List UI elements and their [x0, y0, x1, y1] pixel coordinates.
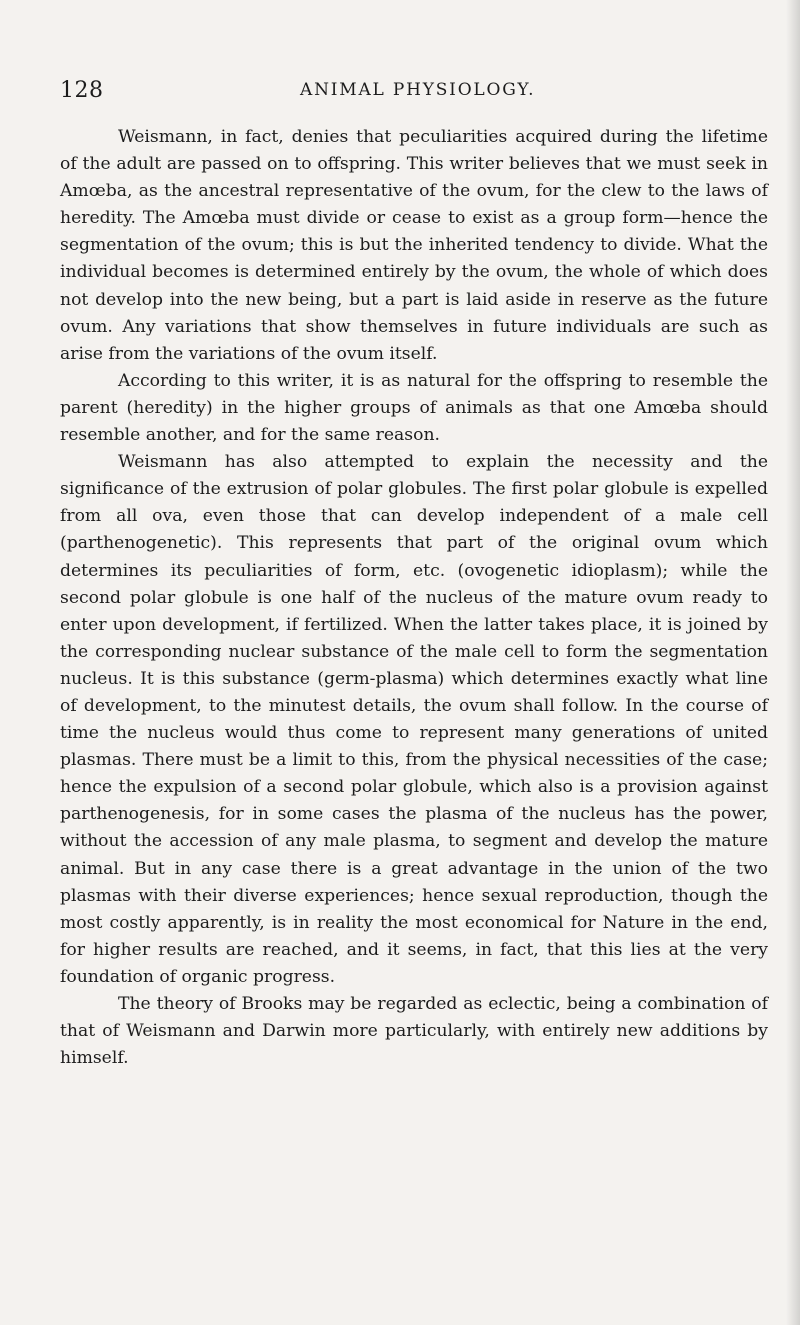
page-edge-shadow [786, 0, 800, 1325]
page-number: 128 [60, 78, 104, 103]
paragraph-brooks-theory: The theory of Brooks may be regarded as eclectic, being a combination of that of Weismann and Darwin more particularly, with entirely new additions by himself. [60, 994, 768, 1069]
running-title: ANIMAL PHYSIOLOGY. [300, 80, 536, 100]
paragraph-polar-globules: Weismann has also attempted to explain the necessity and the significance of the extrusion of polar globules. The first polar globule is expelled from all ova, even those that can develop independent of a male cell (parthenogenetic). This represents that part of the original ovum which determines its peculiarities of form, etc. (ovogenetic idioplasm); while the second polar globule is one half of the nucleus of the mature ovum ready to enter upon development, if fertilized. When the latter takes place, it is joined by the corresponding nuclear substance of the male cell to form the segmentation nucleus. It is this substance (germ-plasma) which determines exactly what line of development, to the minutest details, the ovum shall follow. In the course of time the nucleus would thus come to represent many generations of united plasmas. There must be a limit to this, from the physical necessities of the case; hence the expulsion of a second polar globule, which also is a provision against parthenogenesis, for in some cases the plasma of the nucleus has the power, without the accession of any male plasma, to segment and develop the mature animal. But in any case there is a great advantage in the union of the two plasmas with their diverse experiences; hence sexual reproduction, though the most costly apparently, is in reality the most economical for Nature in the end, for higher results are reached, and it seems, in fact, that this lies at the very foundation of organic progress. [60, 452, 768, 987]
paragraph-weismann-heredity: Weismann, in fact, denies that peculiarities acquired during the lifetime of the adult are passed on to offspring. This writer believes that we must seek in Amœba, as the ancestral representative of the ovum, for the clew to the laws of heredity. The Amœba must divide or cease to exist as a group form—hence the segmentation of the ovum; this is but the inherited tendency to divide. What the individual becomes is determined entirely by the ovum, the whole of which does not develop into the new being, but a part is laid aside in reserve as the future ovum. Any variations that show themselves in future individuals are such as arise from the variations of the ovum itself. [60, 127, 768, 364]
body-text [60, 124, 768, 1072]
paragraph-resemblance: According to this writer, it is as natural for the offspring to resemble the parent (heredity) in the higher groups of animals as that one Amœba should resemble another, and for the same reason. [60, 370, 768, 446]
page-header [60, 78, 766, 108]
